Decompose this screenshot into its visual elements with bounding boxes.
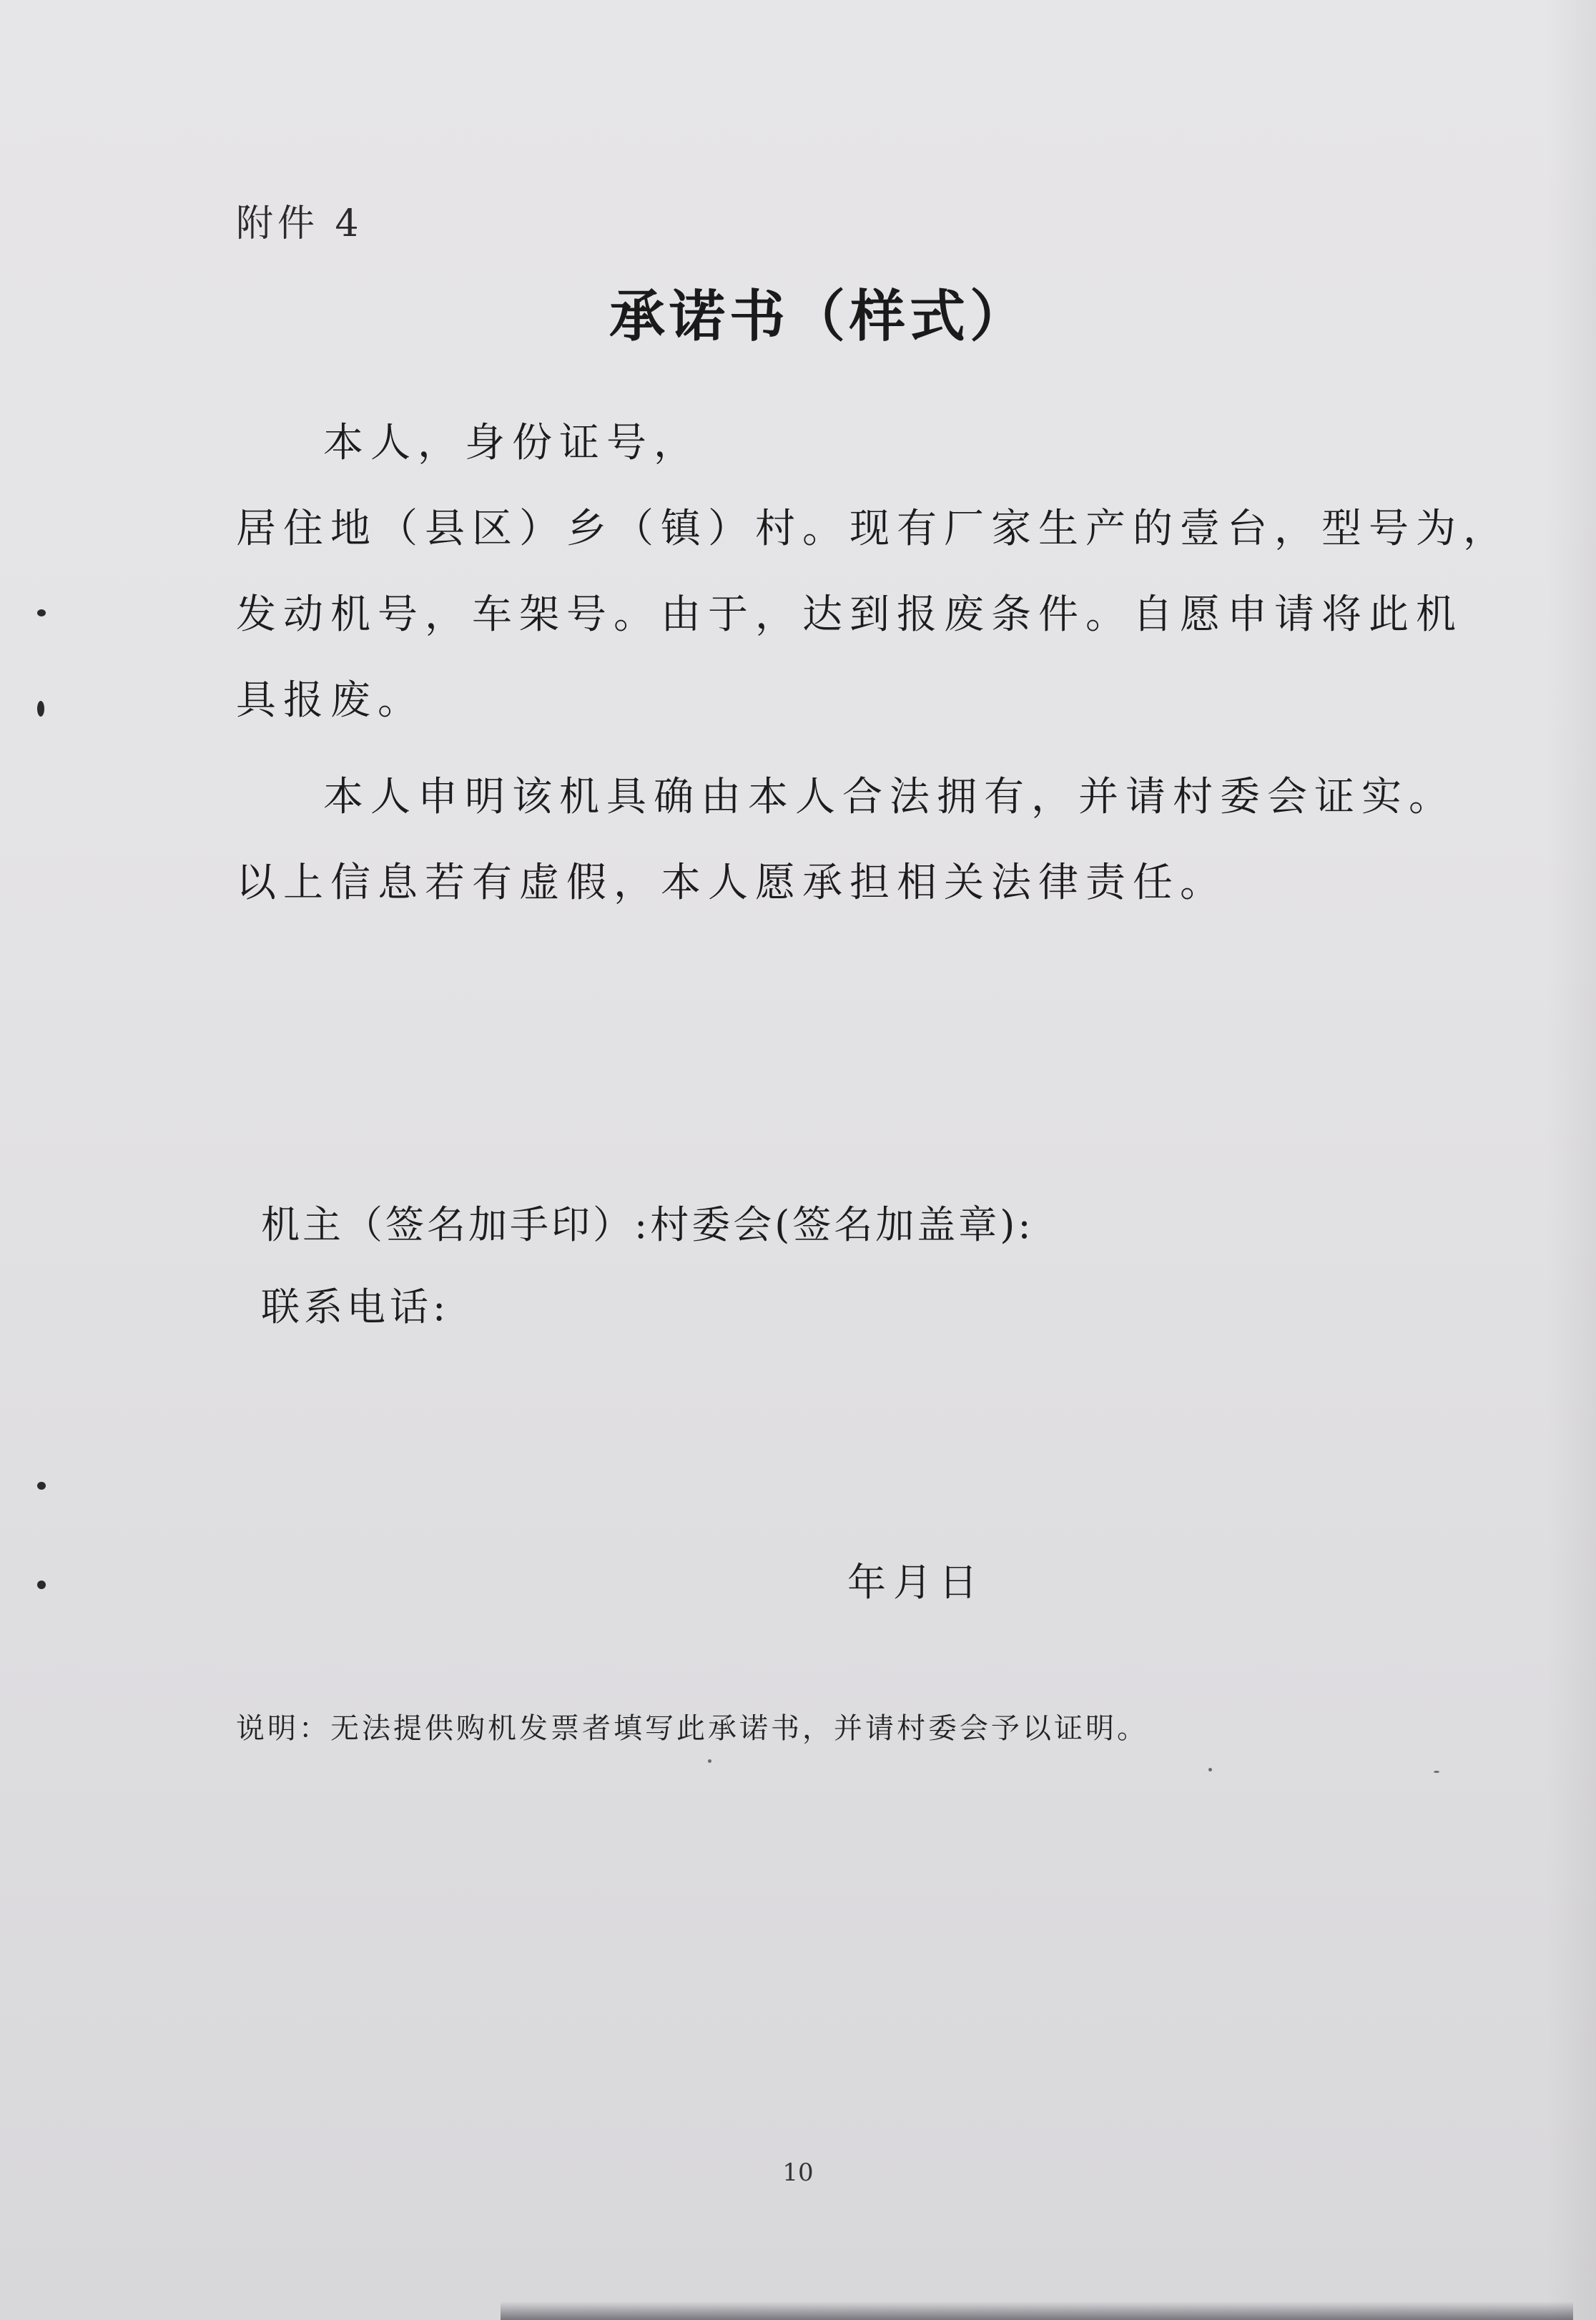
signature-field-line: 机主（签名加手印）:村委会(签名加盖章): [261,1202,1034,1247]
phone-field-line: 联系电话: [261,1284,450,1329]
bottom-edge-shadow [501,2301,1573,2320]
explanatory-note: 说明：无法提供购机发票者填写此承诺书，并请村委会予以证明。 [236,1712,1148,1745]
date-field-line: 年月日 [847,1560,985,1605]
document-title: 承诺书（样式） [609,284,1030,349]
punch-mark [37,1482,46,1490]
attachment-label: 附件 4 [236,202,363,245]
paragraph-line: 本人，身份证号， [323,420,701,466]
punch-mark [37,609,46,616]
paragraph-line: 发动机号，车架号。由于，达到报废条件。自愿申请将此机 [236,591,1463,638]
page-number: 10 [782,2158,814,2187]
punch-mark [37,701,44,717]
paper-speck [1434,1771,1439,1773]
paper-speck [708,1759,711,1763]
paper-speck [1208,1768,1212,1771]
paragraph-line: 本人申明该机具确由本人合法拥有，并请村委会证实。 [323,774,1456,820]
paragraph-line: 具报废。 [236,677,425,724]
paragraph-line: 居住地（县区）乡（镇）村。现有厂家生产的壹台，型号为， [236,506,1510,552]
punch-mark [37,1581,46,1589]
paragraph-line: 以上信息若有虚假，本人愿承担相关法律责任。 [236,860,1227,906]
